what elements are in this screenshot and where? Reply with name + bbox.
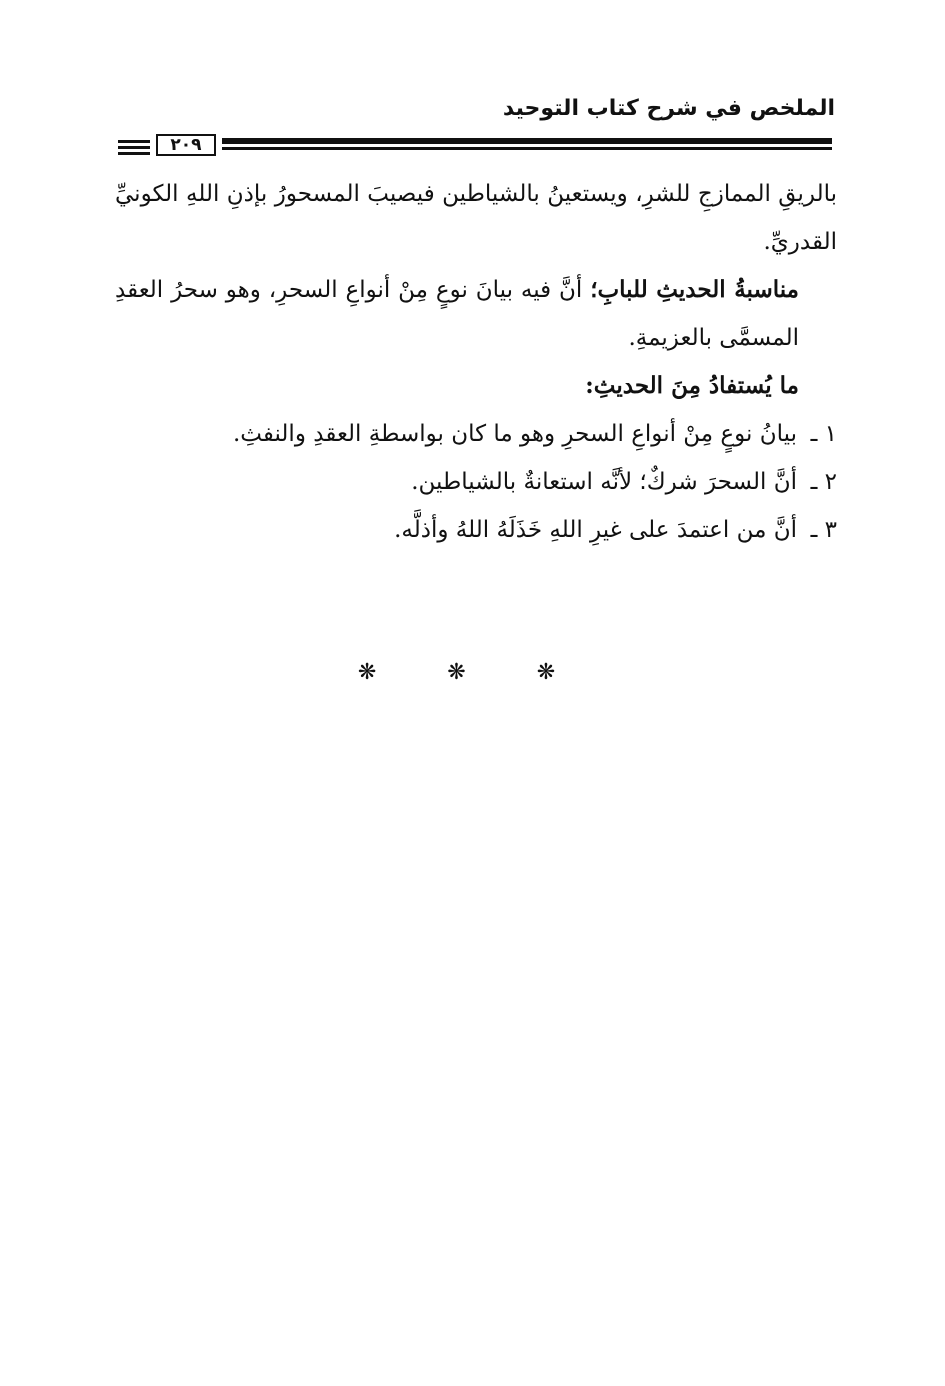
relevance-paragraph [115,266,837,362]
section-separator: ❋ ❋ ❋ [357,660,588,685]
list-text: بيانُ نوعٍ مِنْ أنواعِ السحرِ وهو ما كان بواسطةِ العقدِ والنفثِ. [232,421,797,447]
relevance-label: مناسبةُ الحديثِ للبابِ؛ [590,276,799,303]
long-rule [222,138,832,150]
list-number: ١ ـ [810,421,837,447]
list-text: أنَّ من اعتمدَ على غيرِ اللهِ خَذَلَهُ اللهُ وأذلَّه. [394,517,797,543]
list-text: أنَّ السحرَ شركٌ؛ لأنَّه استعانةٌ بالشياطين. [411,469,797,495]
list-item [115,458,837,506]
short-rule [118,140,150,158]
list-item [115,410,837,458]
page-number: ٢٠٩ [156,134,216,156]
header-rule [118,134,832,158]
page-body [115,170,837,554]
book-title: الملخص في شرح كتاب التوحيد [502,96,835,121]
continuation-paragraph: بالريقِ الممازجِ للشرِ، ويستعينُ بالشياطين فيصيبَ المسحورُ بإذنِ اللهِ الكونيِّ القدريِّ. [115,181,837,255]
relevance-text: أنَّ فيه بيانَ نوعٍ مِنْ أنواعِ السحرِ، وهو سحرُ العقدِ المسمَّى بالعزيمةِ. [115,277,799,351]
list-number: ٣ ـ [810,517,837,543]
list-item [115,506,837,554]
list-number: ٢ ـ [810,469,837,495]
benefits-heading: ما يُستفادُ مِنَ الحديثِ: [585,372,799,399]
